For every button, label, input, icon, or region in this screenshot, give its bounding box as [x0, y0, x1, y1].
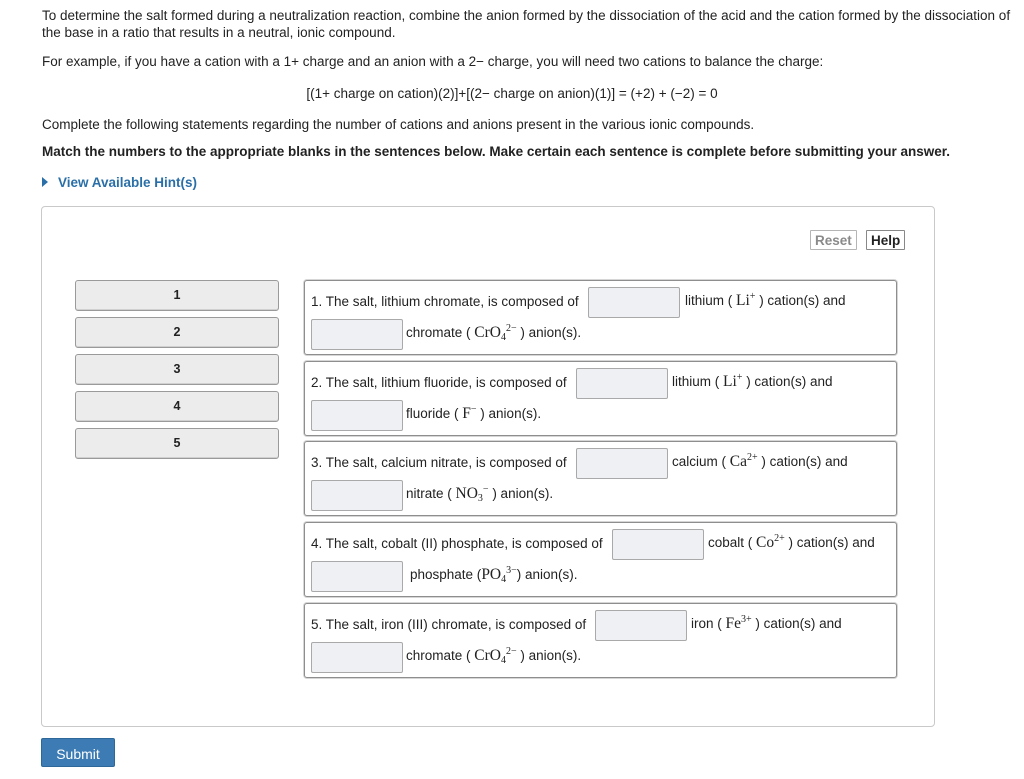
reset-button[interactable]: Reset [810, 230, 857, 250]
submit-button[interactable]: Submit [41, 738, 115, 767]
cation-count-drop-target[interactable] [576, 448, 668, 479]
anion-description: fluoride ( F− ) anion(s). [406, 404, 542, 422]
statement-5 [304, 603, 897, 678]
caret-right-icon [42, 177, 48, 187]
cation-count-drop-target[interactable] [612, 529, 704, 560]
number-chip-5[interactable]: 5 [75, 428, 279, 459]
cation-description: lithium ( Li+ ) cation(s) and [672, 372, 833, 390]
statement-lead: 4. The salt, cobalt (II) phosphate, is composed of [311, 536, 603, 551]
anion-count-drop-target[interactable] [311, 480, 403, 511]
cation-formula: $Fe^{3+}$ [725, 614, 752, 632]
statement-4 [304, 522, 897, 597]
anion-formula: F− [462, 404, 477, 422]
anion-count-drop-target[interactable] [311, 400, 403, 431]
anion-description: chromate ( $CrO4^{2-}$ ) anion(s). [406, 323, 582, 343]
cation-count-drop-target[interactable] [588, 287, 680, 318]
anion-description: chromate ( $CrO4^{2-}$ ) anion(s). [406, 646, 582, 666]
cation-count-drop-target[interactable] [576, 368, 668, 399]
anion-formula: $CrO4^{2-}$ [474, 646, 517, 666]
statement-1 [304, 280, 897, 355]
cation-description: calcium ( $Ca^{2+}$ ) cation(s) and [672, 452, 848, 470]
cation-description: cobalt ( $Co^{2+}$ ) cation(s) and [708, 533, 875, 551]
example-paragraph: For example, if you have a cation with a 1+ charge and an anion with a 2− charge, you will need two cations to balance the charge: [42, 54, 824, 69]
number-chip-3[interactable]: 3 [75, 354, 279, 385]
statement-lead: 1. The salt, lithium chromate, is composed of [311, 294, 579, 309]
charge-balance-formula: [(1+ charge on cation)(2)]+[(2− charge on anion)(1)] = (+2) + (−2) = 0 [306, 86, 718, 101]
help-button[interactable]: Help [866, 230, 905, 250]
anion-description: phosphate $(PO4^{3-})$ anion(s). [410, 565, 578, 585]
anion-formula: NO3− [455, 484, 489, 504]
cation-formula: Li+ [736, 291, 756, 309]
cation-formula: Li+ [723, 372, 743, 390]
anion-count-drop-target[interactable] [311, 561, 403, 592]
number-chip-4[interactable]: 4 [75, 391, 279, 422]
number-chip-2[interactable]: 2 [75, 317, 279, 348]
statement-3 [304, 441, 897, 516]
cation-description: lithium ( Li+ ) cation(s) and [685, 291, 846, 309]
number-chip-1[interactable]: 1 [75, 280, 279, 311]
match-instructions: Match the numbers to the appropriate blanks in the sentences below. Make certain each sentence is complete before submitting your answer. [42, 144, 950, 159]
cation-formula: $Co^{2+}$ [756, 533, 785, 551]
anion-description: nitrate ( NO3− ) anion(s). [406, 484, 554, 504]
instructions-paragraph: Complete the following statements regarding the number of cations and anions present in the various ionic compounds. [42, 117, 755, 132]
anion-count-drop-target[interactable] [311, 642, 403, 673]
cation-formula: $Ca^{2+}$ [729, 452, 758, 470]
anion-formula: $CrO4^{2-}$ [474, 323, 517, 343]
cation-description: iron ( $Fe^{3+}$ ) cation(s) and [691, 614, 842, 632]
anion-count-drop-target[interactable] [311, 319, 403, 350]
view-hints-label: View Available Hint(s) [58, 175, 198, 190]
intro-paragraph: To determine the salt formed during a neutralization reaction, combine the anion formed by the dissociation of the acid and the cation formed by the dissociation of the base in a ratio that results in a neutral, ionic compound. [42, 8, 1011, 40]
statement-lead: 5. The salt, iron (III) chromate, is composed of [311, 617, 587, 632]
anion-formula: $PO4^{3-}$ [481, 565, 517, 585]
cation-count-drop-target[interactable] [595, 610, 687, 641]
statement-lead: 3. The salt, calcium nitrate, is composed of [311, 455, 567, 470]
statement-2 [304, 361, 897, 436]
statement-lead: 2. The salt, lithium fluoride, is composed of [311, 375, 567, 390]
view-hints-link[interactable] [42, 175, 197, 190]
